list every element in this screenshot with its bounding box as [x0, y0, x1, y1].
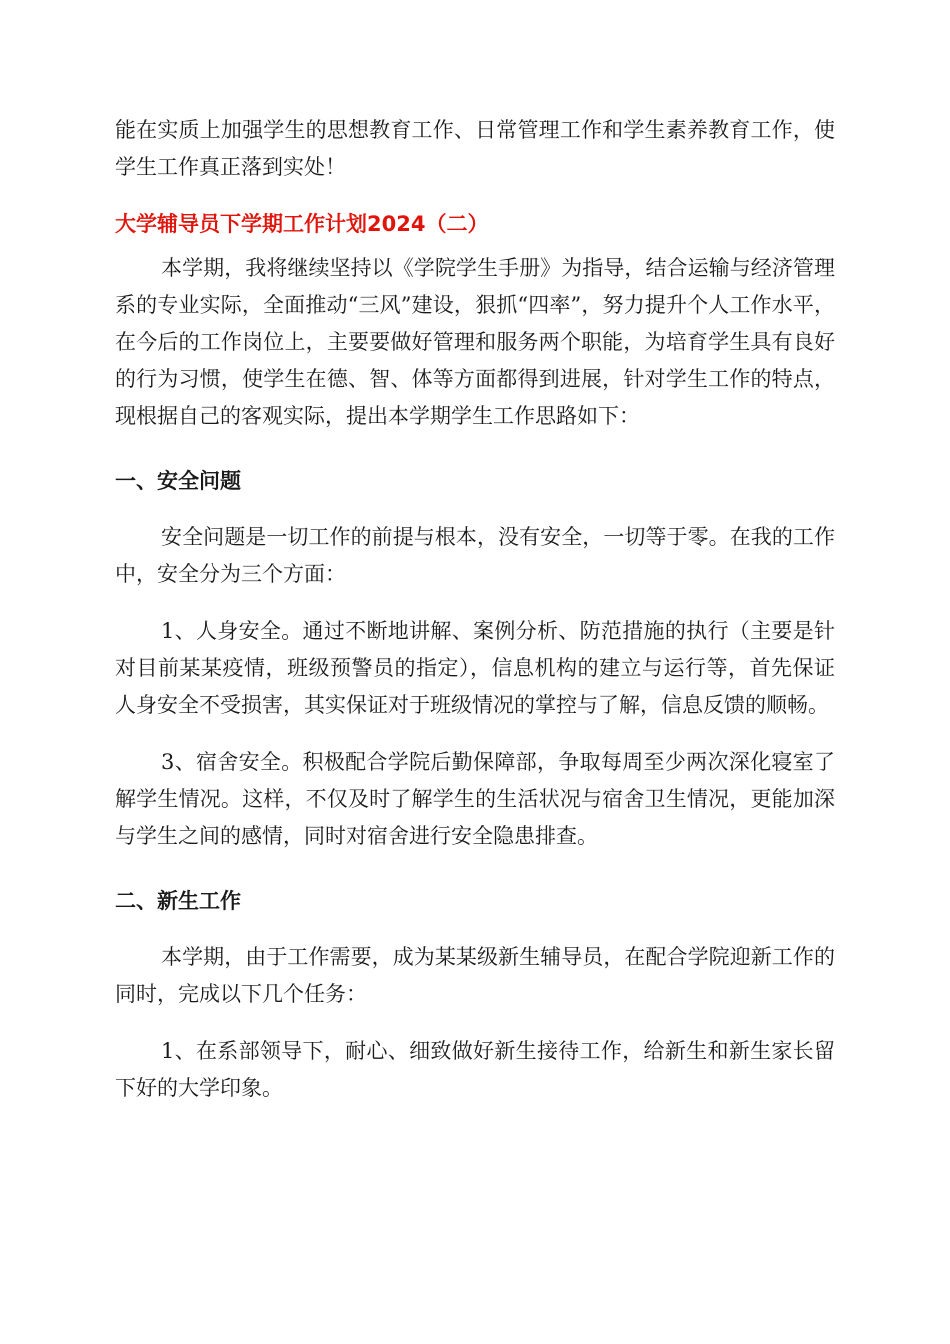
document-title: 大学辅导员下学期工作计划2024（二）	[115, 212, 489, 236]
section-paragraph: 本学期，由于工作需要，成为某某级新生辅导员，在配合学院迎新工作的同时，完成以下几个任务：	[115, 945, 835, 1006]
document-body	[115, 112, 835, 1107]
section-heading-freshmen: 二、新生工作	[115, 889, 241, 913]
section-paragraph: 3、宿舍安全。积极配合学院后勤保障部，争取每周至少两次深化寝室了解学生情况。这样，不仅及时了解学生的生活状况与宿舍卫生情况，更能加深与学生之间的感情，同时对宿舍进行安全隐患排查。	[115, 750, 835, 848]
opening-paragraph: 本学期，我将继续坚持以《学院学生手册》为指导，结合运输与经济管理系的专业实际，全面推动“三风”建设，狠抓“四率”，努力提升个人工作水平，在今后的工作岗位上，主要要做好管理和服务两个职能，为培育学生具有良好的行为习惯，使学生在德、智、体等方面都得到进展，针对学生工作的特点，现根据自己的客观实际，提出本学期学生工作思路如下：	[115, 256, 835, 428]
section-heading-safety: 一、安全问题	[115, 469, 241, 493]
section-paragraph: 1、人身安全。通过不断地讲解、案例分析、防范措施的执行（主要是针对目前某某疫情，班级预警员的指定），信息机构的建立与运行等，首先保证人身安全不受损害，其实保证对于班级情况的掌控与了解，信息反馈的顺畅。	[115, 619, 835, 717]
section-paragraph: 安全问题是一切工作的前提与根本，没有安全，一切等于零。在我的工作中，安全分为三个方面：	[115, 525, 835, 586]
intro-paragraph: 能在实质上加强学生的思想教育工作、日常管理工作和学生素养教育工作，使学生工作真正落到实处！	[115, 118, 835, 179]
section-paragraph: 1、在系部领导下，耐心、细致做好新生接待工作，给新生和新生家长留下好的大学印象。	[115, 1039, 835, 1100]
